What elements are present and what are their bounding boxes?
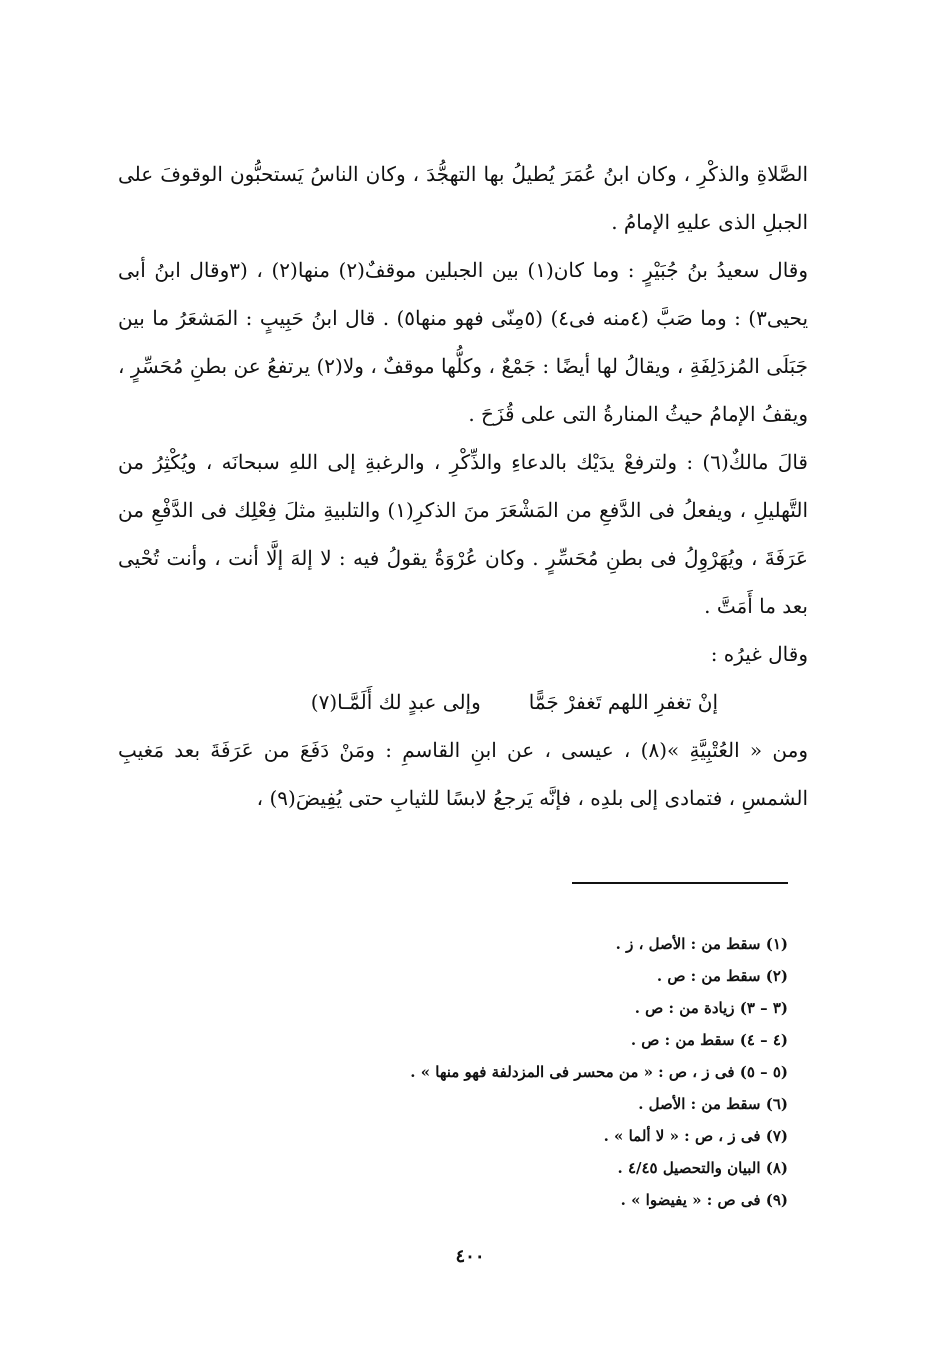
paragraph: وقال غيرُه :: [710, 642, 808, 666]
paragraph: ومن « العُتْبِيَّةِ »(٨) ، عيسى ، عن ابنِ القاسمِ : ومَنْ دَفَعَ من عَرَفَةَ بعد مَغيبِ الشمسِ ، فتمادى إلى بلدِه ، فإنَّه يَرجعُ لابسًا للثيابِ حتى يُفِيضَ(٩) ،: [118, 738, 808, 810]
main-text: [118, 150, 808, 822]
verse-first-hemistich: إنْ تغفرِ اللهم تَغفرْ جَمًّا: [528, 690, 718, 714]
footnote: (٤ – ٤) سقط من : ص .: [630, 1031, 788, 1049]
paragraph: قالَ مالكٌ(٦) : ولترفعْ يدَيْك بالدعاءِ والذِّكْرِ ، والرغبةِ إلى اللهِ سبحانَه ، ويُكْثِرُ من التَّهليلِ ، ويفعلُ فى الدَّفعِ من المَشْعَرَ منَ الذكرِ(١) والتلبيةِ مثلَ فِعْلِك فى الدَّفْعِ من عَرَفَةَ ، ويُهَرْوِلُ فى بطنِ مُحَسِّرٍ . وكان عُرْوَةُ يقولُ فيه : لا إلهَ إلَّا أنت ، وأنت تُحْيى بعد ما أَمَتَّ .: [118, 450, 808, 618]
paragraph: وقال سعيدُ بنُ جُبَيْرٍ : وما كان(١) بين الجبلين موقفٌ(٢) منها(٢) ، (٣وقال ابنُ أبى يحيى٣) : وما صَبَّ (٤منه فى٤) (٥مِنّى فهو منها٥) . قال ابنُ حَبِيبٍ : المَشعَرُ ما بين جَبَلَى المُزدَلِفَةِ ، ويقالُ لها أيضًا : جَمْعٌ ، وكلُّها موقفٌ ، ولا(٢) يرتفعُ عن بطنِ مُحَسِّرٍ ، ويقفُ الإمامُ حيثُ المنارةُ التى على قُزَحَ .: [118, 258, 809, 426]
footnote: (٣ – ٣) زيادة من : ص .: [634, 999, 788, 1017]
footnote: (١) سقط من : الأصل ، ز .: [615, 935, 788, 953]
footnote: (٩) فى ص : « يفيضوا » .: [620, 1191, 788, 1209]
page-number: ٤٠٠: [455, 1246, 485, 1267]
footnote: (٥ – ٥) فى ز ، ص : « من محسر فى المزدلفة فهو منها » .: [410, 1063, 788, 1081]
paragraph: الصَّلاةِ والذكْرِ ، وكان ابنُ عُمَرَ يُطيلُ بها التهجُّدَ ، وكان الناسُ يَستحبُّون الوقوفَ على الجبلِ الذى عليهِ الإمامُ .: [118, 162, 808, 234]
verse-second-hemistich: وإلى عبدٍ لك أَلَمَّـا(٧): [310, 690, 481, 714]
footnote: (٨) البيان والتحصيل ٤/٤٥ .: [617, 1159, 788, 1177]
footnote: (٦) سقط من : الأصل .: [638, 1095, 788, 1113]
footnotes-list: [300, 928, 788, 1216]
footnote: (٧) فى ز ، ص : « لا ألما » .: [603, 1127, 788, 1145]
poetry-verse: [118, 678, 808, 726]
footnote-separator: [572, 882, 788, 884]
footnote: (٢) سقط من : ص .: [656, 967, 788, 985]
